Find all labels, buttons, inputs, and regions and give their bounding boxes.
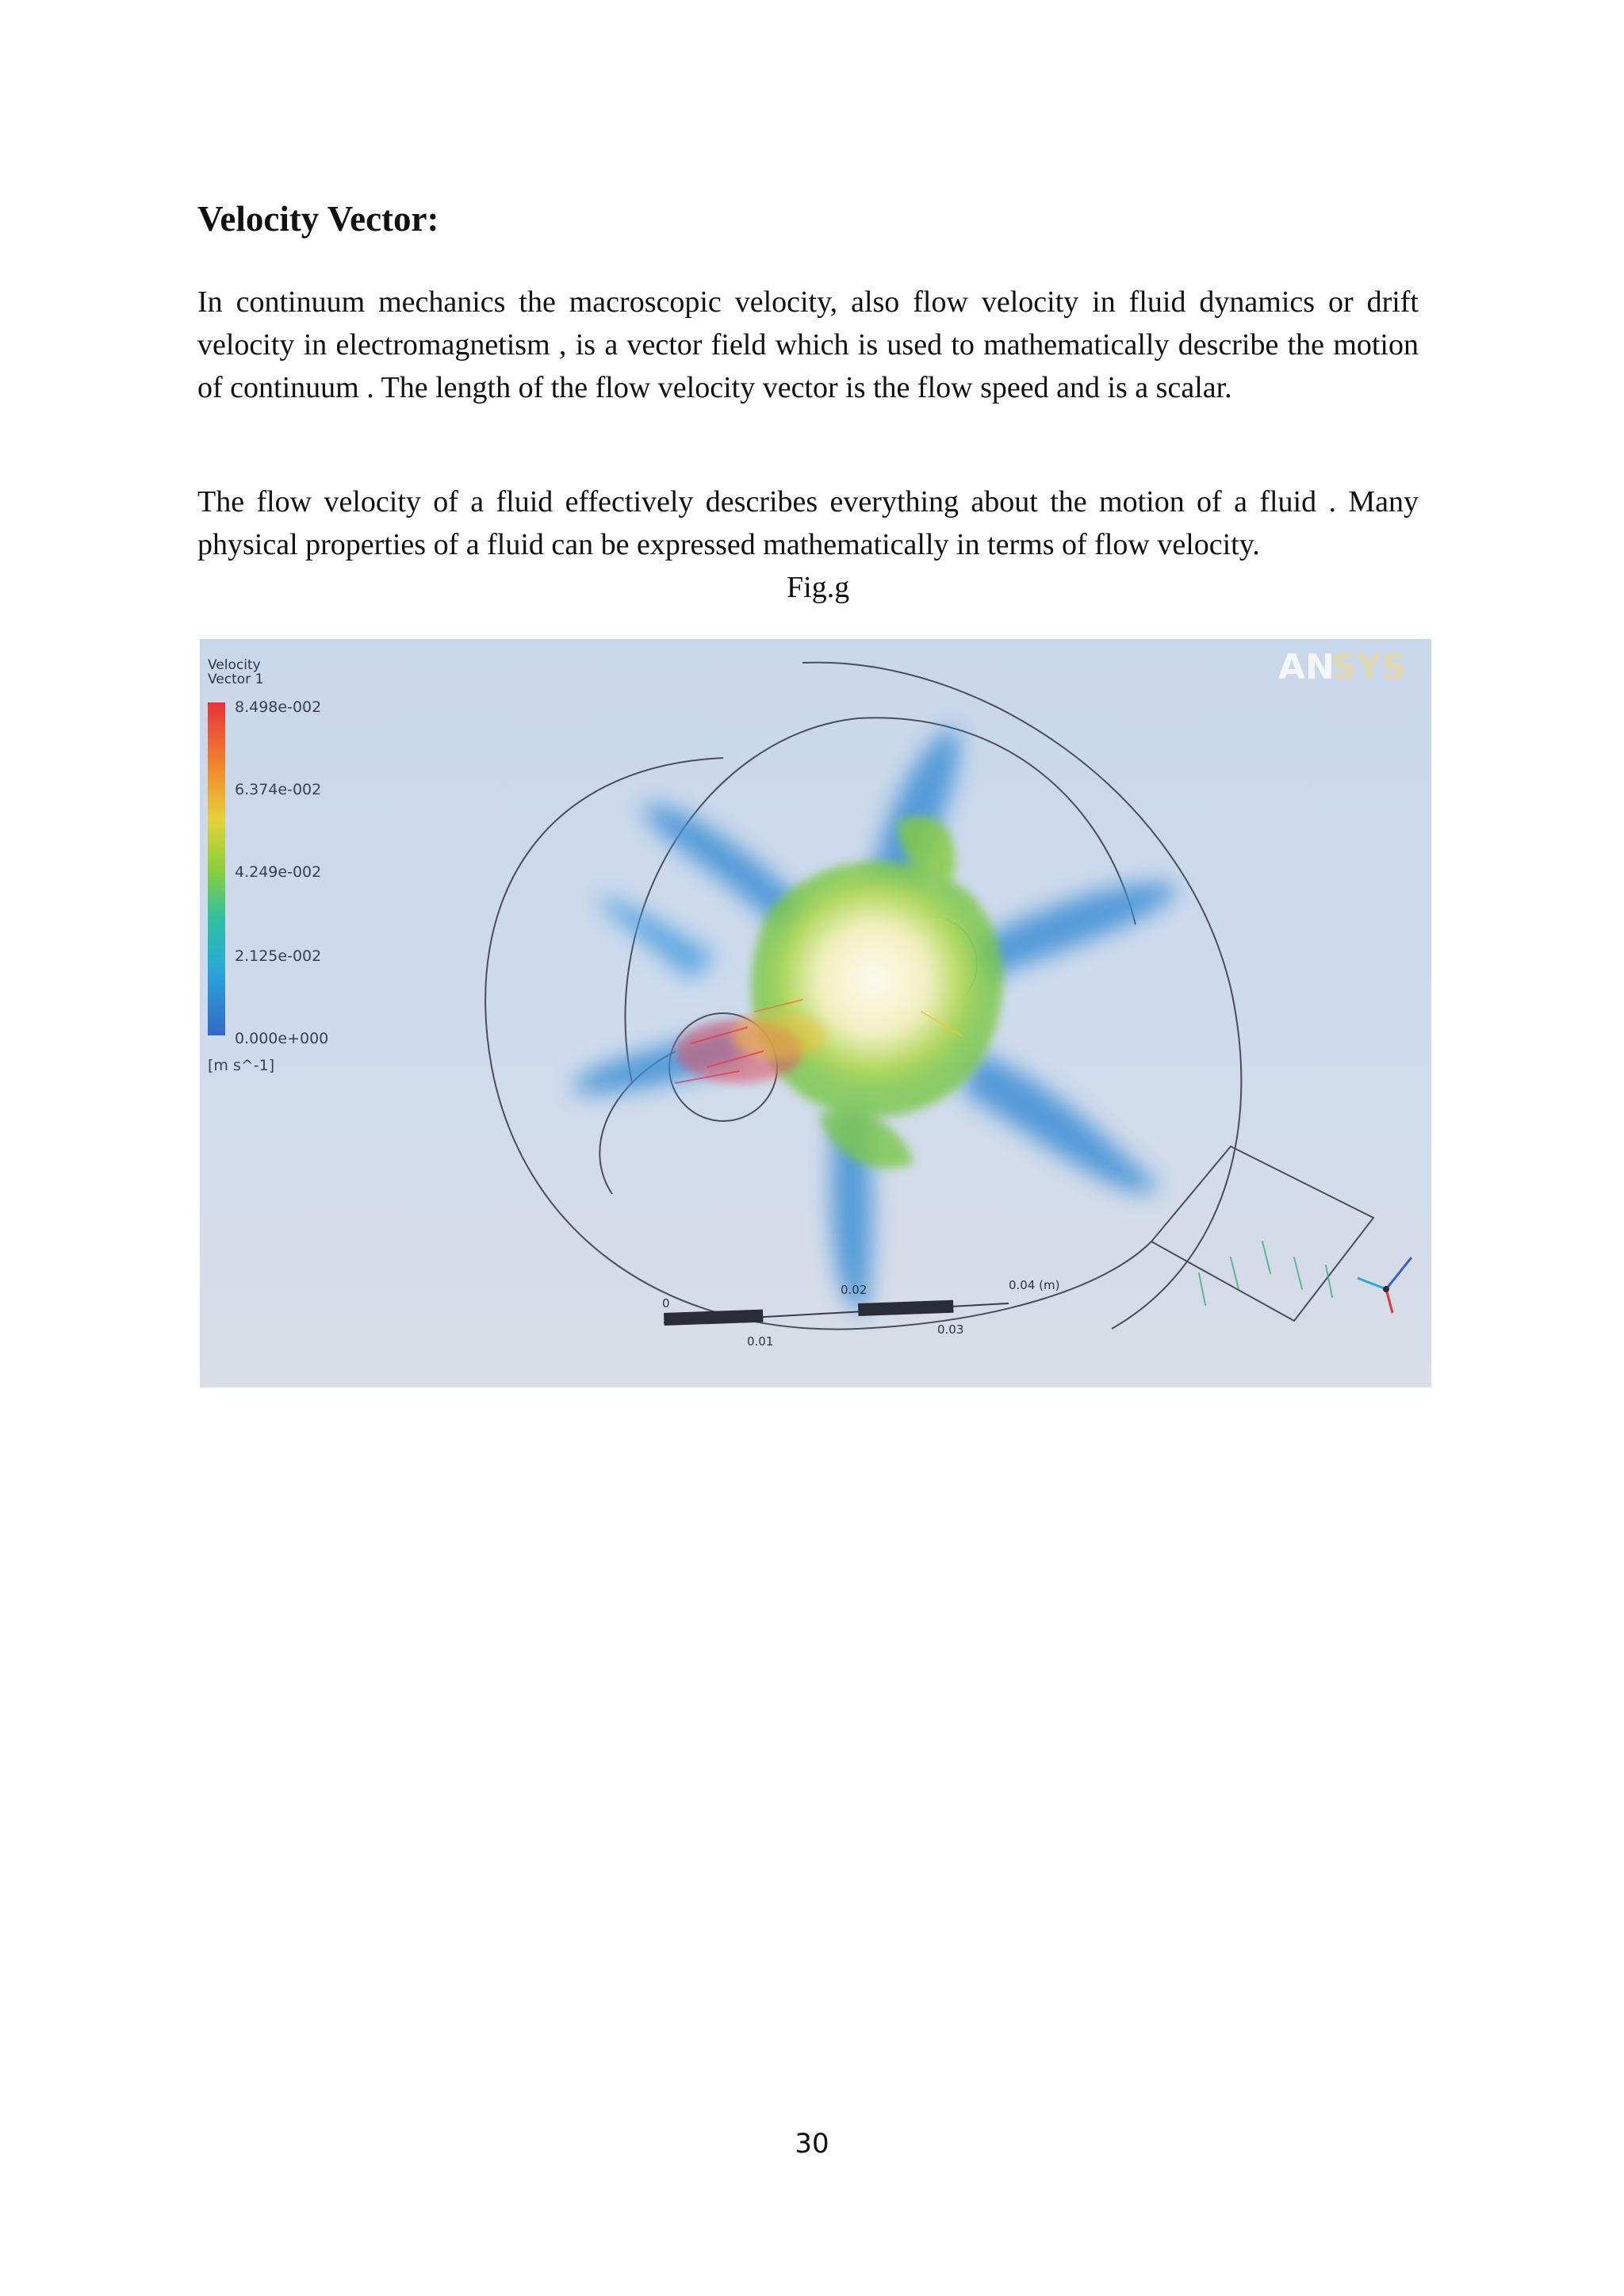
scale-label-002: 0.02 — [841, 1283, 868, 1297]
svg-text:AN: AN — [1278, 647, 1335, 687]
page-number: 30 — [795, 2128, 829, 2160]
scale-label-0: 0 — [662, 1296, 670, 1311]
legend-unit: [m s^-1] — [208, 1057, 275, 1074]
svg-text:SYS: SYS — [1331, 647, 1407, 687]
figure-caption: Fig.g — [787, 571, 850, 604]
legend-title-line2: Vector 1 — [208, 672, 264, 687]
scale-label-003: 0.03 — [937, 1322, 964, 1337]
scale-label-001: 0.01 — [747, 1334, 774, 1349]
legend-tick-4: 2.125e-002 — [235, 947, 322, 965]
paragraph-flow-velocity: The flow velocity of a fluid effectively describes everything about the motion of a fluid . Many physical properties of a fluid can be expressed mathematically in terms of flow velocity. — [197, 485, 1419, 561]
paragraph-definition: In continuum mechanics the macroscopic velocity, also flow velocity in fluid dynamics or drift velocity in electromagnetism , is a vector field which is used to mathematically describe the motion of continuum . The length of the flow velocity vector is the flow speed and is a scalar. — [197, 285, 1419, 404]
velocity-vector-figure — [200, 639, 1431, 1387]
axis-triad — [1358, 1257, 1411, 1313]
scale-bar — [662, 1278, 1059, 1349]
legend-tick-2: 6.374e-002 — [235, 781, 322, 798]
legend-tick-max: 8.498e-002 — [235, 698, 322, 716]
scale-label-004: 0.04 (m) — [1009, 1278, 1060, 1292]
legend-color-bar — [208, 702, 225, 1035]
cfd-plot — [200, 639, 1431, 1387]
legend-tick-min: 0.000e+000 — [235, 1030, 329, 1047]
legend-tick-3: 4.249e-002 — [235, 863, 322, 881]
color-legend — [208, 657, 328, 1074]
legend-title-line1: Velocity — [208, 657, 261, 673]
ansys-logo — [1278, 647, 1406, 687]
section-heading: Velocity Vector: — [197, 199, 439, 239]
